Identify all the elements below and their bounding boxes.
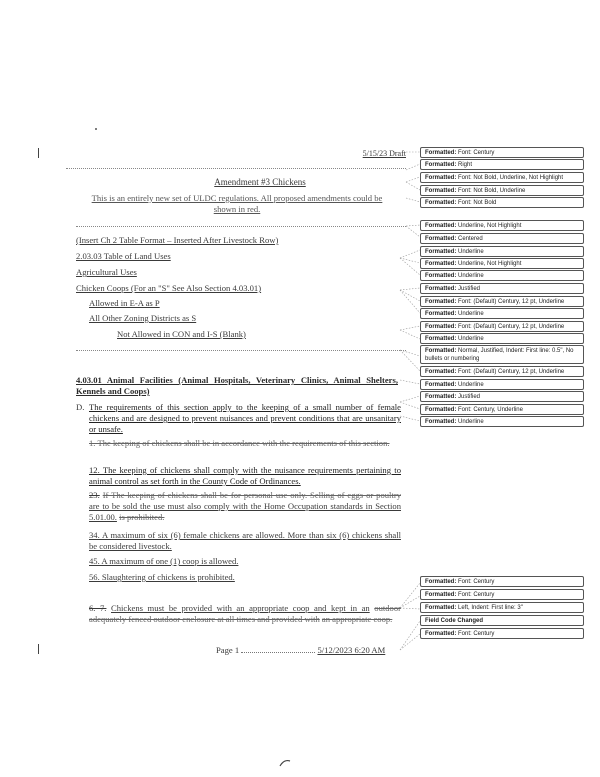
revision-balloon[interactable]: Formatted: Font: Century [420, 576, 584, 587]
change-bar-top [38, 148, 39, 158]
item-7-line-1: Chickens must be provided with an appropriate coop and kept in an [111, 603, 370, 613]
revision-balloon[interactable]: Formatted: Underline [420, 333, 584, 344]
revision-balloon[interactable]: Formatted: Right [420, 159, 584, 170]
item-6: 56. Slaughtering of chickens is prohibited. [89, 572, 235, 582]
revision-balloon[interactable]: Formatted: Justified [420, 283, 584, 294]
draft-date: 5/15/23 Draft [362, 149, 406, 158]
revision-balloon[interactable]: Formatted: Font: (Default) Century, 12 pt, Underline [420, 366, 584, 377]
intro-text: This is an entirely new set of ULDC regulations. All proposed amendments could be shown in red. [91, 193, 383, 214]
revision-balloon[interactable]: Formatted: Font: Century [420, 147, 584, 158]
revision-balloon[interactable]: Formatted: Font: Not Bold, Underline [420, 185, 584, 196]
revision-balloon[interactable]: Formatted: Font: Century, Underline [420, 404, 584, 415]
not-allowed-text: Not Allowed in CON and I-S (Blank) [117, 329, 246, 339]
revision-balloon[interactable]: Formatted: Font: Century [420, 628, 584, 639]
revision-balloon[interactable]: Formatted: Font: Century [420, 589, 584, 600]
item-4: 34. A maximum of six (6) female chickens are allowed. More than six (6) chickens shall be considered livestock. [89, 530, 401, 551]
section-heading: 4.03.01 Animal Facilities (Animal Hospitals, Veterinary Clinics, Animal Shelters, Kennels and Coops) [76, 375, 398, 396]
change-bar-bottom [38, 644, 39, 654]
footer-timestamp: 5/12/2023 6:20 AM [317, 645, 386, 655]
revision-balloon[interactable]: Formatted: Normal, Justified, Indent: First line: 0.5", No bullets or numbering [420, 345, 584, 364]
revision-balloon[interactable]: Formatted: Left, Indent: First line: 3" [420, 602, 584, 613]
para-d-text: The requirements of this section apply to the keeping of a small number of female chickens and are designed to prevent nuisances and prevent conditions that are unsanitary or unsafe. [89, 402, 401, 434]
rule-3 [76, 350, 406, 351]
item-7-number: 6. 7. [89, 603, 107, 613]
item-7-line-2: outdoor adequately fenced outdoor enclosure at all times and provided with [89, 603, 401, 624]
speck [95, 128, 97, 130]
revision-balloon[interactable]: Formatted: Font: (Default) Century, 12 pt, Underline [420, 321, 584, 332]
item-2: 12. The keeping of chickens shall comply with the nuisance requirements pertaining to animal control as set forth in the County Code of Ordinances. [89, 465, 401, 486]
item-7-line-3: an appropriate coop. [321, 614, 393, 624]
table-category: Agricultural Uses [76, 267, 137, 277]
item-3-deleted-end: is prohibited. [119, 512, 165, 522]
revision-balloon[interactable]: Formatted: Underline, Not Highlight [420, 220, 584, 231]
item-3 [89, 490, 401, 523]
revision-balloon[interactable]: Formatted: Justified [420, 391, 584, 402]
revision-balloon[interactable]: Formatted: Underline [420, 270, 584, 281]
item-3-number: 23. [89, 490, 100, 500]
table-row-label: Chicken Coops (For an "S" See Also Section 4.03.01) [76, 283, 262, 293]
revision-balloon[interactable]: Formatted: Font: Not Bold [420, 197, 584, 208]
revision-balloon[interactable]: Formatted: Underline [420, 379, 584, 390]
page-label: Page 1 [216, 645, 240, 655]
top-rule [66, 168, 406, 169]
document-title: Amendment #3 Chickens [214, 177, 306, 187]
rule-2 [76, 226, 406, 227]
revision-balloon[interactable]: Formatted: Font: (Default) Century, 12 pt, Underline [420, 296, 584, 307]
item-7 [89, 603, 401, 625]
item-3-inserted: are to be sold the use must also comply with the Home Occupation standards in Section 5.01.00. [89, 501, 401, 522]
item-1: 1. The keeping of chickens shall be in accordance with the requirements of this section. [89, 438, 390, 448]
revision-balloon[interactable]: Formatted: Underline [420, 246, 584, 257]
table-heading: 2.03.03 Table of Land Uses [76, 251, 171, 261]
allowed-text: Allowed in E-A as P [89, 298, 160, 308]
other-districts-text: All Other Zoning Districts as S [89, 313, 197, 323]
revision-balloon[interactable]: Formatted: Font: Not Bold, Underline, Not Highlight [420, 172, 584, 183]
page-footer [216, 645, 406, 656]
revision-balloon[interactable]: Field Code Changed [420, 615, 584, 626]
insert-note: (Insert Ch 2 Table Format – Inserted After Livestock Row) [76, 235, 279, 245]
para-d-label: D. [76, 402, 85, 412]
revision-balloon[interactable]: Formatted: Centered [420, 233, 584, 244]
item-3-deleted: If The keeping of chickens shall be for personal use only. Selling of eggs or poultry [102, 490, 401, 500]
balloon-connectors [380, 140, 424, 660]
revision-balloon[interactable]: Formatted: Underline, Not Highlight [420, 258, 584, 269]
scan-mark [278, 758, 292, 768]
item-5: 45. A maximum of one (1) coop is allowed. [89, 556, 239, 566]
revision-balloon[interactable]: Formatted: Underline [420, 416, 584, 427]
revision-balloon[interactable]: Formatted: Underline [420, 308, 584, 319]
